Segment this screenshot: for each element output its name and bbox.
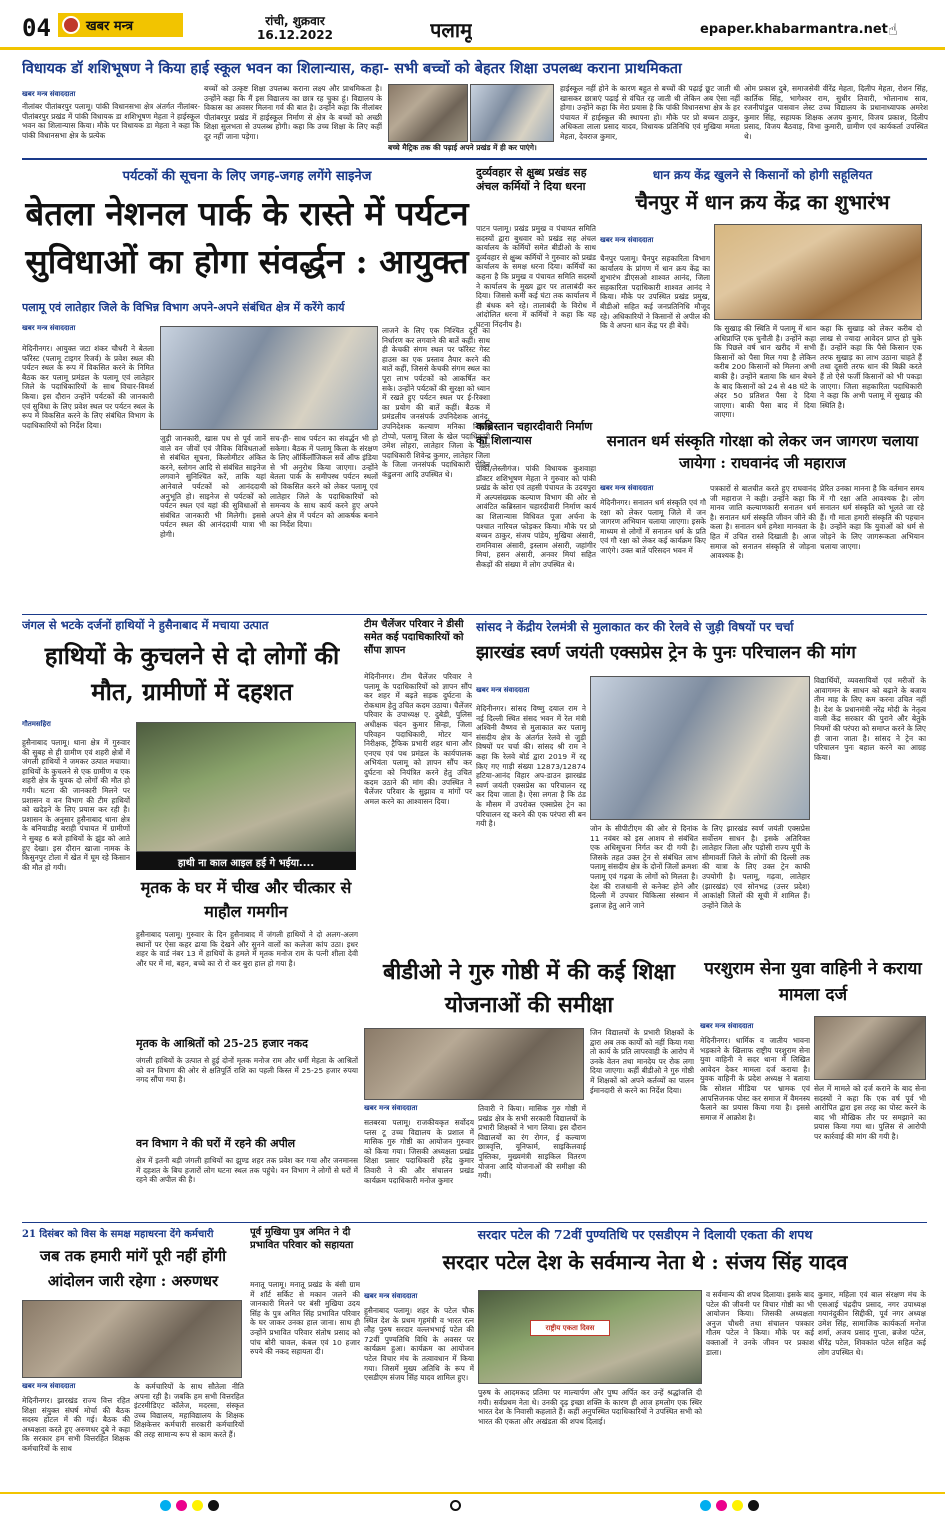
patel-byline: खबर मन्त्र संवाददाता (364, 1292, 418, 1300)
lead-body-1: नीलांबर पीतांबरपुर पलामू। पांकी विधानसभा क्षेत्र अंतर्गत नीलांबर-पीतांबरपुर प्रखंड में पांकी विधायक डा शशिभूषण मेहता ने हाईस्कूल भवन का शिलान्यास किया। मौके पर विधायक डा मेहता ने कहा कि पांकी विधानसभा क्षेत्र के प्रत्येक (22, 102, 200, 140)
anganwadi-photo (22, 1300, 242, 1378)
hathi-subhead-2: मृतक के आश्रितों को 25-25 हजार नकद (136, 1037, 308, 1050)
parshuram-byline: खबर मन्त्र संवाददाता (700, 1022, 754, 1030)
rail-body-3: के लिए झारखंड स्वर्ण जयंती एक्सप्रेस सर्वोत्तम साधन है। इसके अतिरिक्त लातेहार जिला और पड़ोसी राज्य यूपी के सीमावर्ती जिले के लोगों की दिल्ली तक की यात्रा के लिए उक्त ट्रेन काफी उपयोगी है। पलामू, गढ़वा, लातेहार (झारखंड) एवं सोनभद्र (उत्तर प्रदेश) आकांक्षी जिलों की सूची में शामिल हैं। उन्होंने जिले के (702, 824, 810, 910)
lead-photo-caption: बच्चे मैट्रिक तक की पढ़ाई अपने प्रखंड में ही कर पाएंगे। (388, 143, 537, 152)
betla-body-4: लाजने के लिए एक निश्चित दूरी का निर्धारण कर लगवाने की बातें कहीं। साथ ही केचकी संगम स्थल पर फॉरेस्ट गेस्ट हाउस का एक प्रस्ताव तैयार करने की बातें कहीं, जिससे केचकी संगम स्थल का पूरा लाभ पर्यटकों को आकर्षित कर सके। उन्होंने पर्यटकों की सुरक्षा को ध्यान में रखते हुए पर्यटन स्थल पर ई-रिक्शा का प्रयोग की बातें कहीं। बैठक में प्रमंडलीय जनसंपर्क उपनिदेशक आनंद, उपनिदेशक कल्याण मनिका निवास टोप्पो, पलामू जिला के खेल पदाधिकारी उमेश लोहरा, लातेहार जिला के खेल पदाधिकारी शिवेन्द्र कुमार, लातेहार जिला के जिला जनसंपर्क पदाधिकारी रोहित कंडुलना आदि उपस्थित थे। (382, 326, 490, 479)
bdo-body-2: सतबरवा पलामू। राजकीयकृत सर्वोदय प्लस टू उच्च विद्यालय के प्रशाल में मासिक गुरु गोष्ठी का आयोजन गुरुवार को किया गया। जिसकी अध्यक्षता प्रखंड शिक्षा प्रसार पदाधिकारी हरेंद्र कुमार तिवारी ने की और संचालन प्रखंड कार्यक्रम पदाधिकारी मनोज कुमार (364, 1118, 474, 1185)
sanatan-body-1: मेदिनीनगर। सनातन धर्म संस्कृति एवं गौ रक्षा को लेकर पलामू जिले में जन जागरण अभियान चलाया जाएगा। इसके माध्यम से लोगों में सनातन धर्म के प्रति एवं गौ रक्षा को लेकर कई कार्यक्रम किए जाएंगे। उक्त बातें परिसदन भवन में (600, 498, 706, 555)
patel-headline: सरदार पटेल देश के सर्वमान्य नेता थे : संजय सिंह यादव (442, 1250, 848, 1274)
lead-byline: खबर मन्त्र संवाददाता (22, 90, 76, 98)
yellow-dot-icon (732, 1500, 743, 1511)
section-title: पलामू (430, 18, 473, 42)
patel-photo (478, 1290, 702, 1384)
yellow-dot-icon (192, 1500, 203, 1511)
dhan-byline: खबर मन्त्र संवाददाता (600, 236, 654, 244)
hathi-body-2: हुसैनाबाद पलामू। गुरुवार के दिन हुसैनाबाद में जंगली हाथियों ने दो अलग-अलग स्थानों पर ऐसा कहर ढाया कि देखने और सुनने वालों का कलेजा कांप उठा। इधर शहर के वार्ड नंबर 13 में हाथियों के हमले में मृतक मनोज राम के पत्नी शीला देवी और घर में मां, बहन, बच्चे का रो रो कर बुरा हाल हो गया है। (136, 930, 358, 968)
hathi-body-3: जंगली हाथियों के उत्पात से हुई दोनों मृतक मनोज राम और धर्मी मेहता के आश्रितों को वन विभाग की ओर से क्षतिपूर्ति राशि का पहली किस्त में 25-25 हजार रुपया नगद सौंपा गया है। (136, 1056, 358, 1085)
pointer-cursor-icon: ☝ (888, 20, 898, 39)
kabristan-headline: कब्रिस्तान चहारदीवारी निर्माण का शिलान्यास (476, 420, 593, 447)
betla-byline: खबर मन्त्र संवाददाता (22, 324, 76, 332)
hathi-body-1: हुसैनाबाद पलामू। थाना क्षेत्र में गुरुवार की सुबह से ही ग्रामीण एवं शहरी क्षेत्रों में जंगली हाथियों ने जमकर उत्पात मचाया। हाथियों के कुचलने से एक ग्रामीण व एक शहरी क्षेत्र के युवक दो लोगों की मौत हो गयी। घटना की जानकारी मिलने पर प्रशासन व वन विभाग की टीम हाथियों को खदेड़ने के लिए प्रयास कर रही है। प्रशासन के अनुसार हुसैनाबाद थाना क्षेत्र के बनियाडीह बराही पंचायत में ग्रामीणों ने सुबह 6 बजे हाथियों के झुंड को आते हुए देखा। इस दौरान खाजा नामक के किसुनपुर टोला में खेत में घूम रहे किसान की मौत हो गयी। (22, 738, 130, 872)
dateline-city: रांची, शुक्रवार (265, 14, 325, 28)
lead-body-4: ओम प्रकाश दुबे, समाजसेवी वीरेंद्र मेहता, दिलीप मेहता, रोशन सिंह, कार्तिक सिंह, भागेश्वर राम, सुधीर तिवारी, भोलानाथ साव, रजनीपांडुल पासवान लेस्ट उच्च विद्यालय के प्रधानाध्यापक अमरेश कुमार सिंह, सहायक शिक्षक अजय कुमार, विजय प्रकाश, दिलीप प्रसाद, विजय बैठवाड़, विभा कुमारी, ग्रामीण एवं कार्यकर्ता उपस्थित थे। (744, 84, 928, 141)
dhan-body-3: कहा कि सुखाड़ को लेकर करीब दो लाख से ज्यादा आवेदन प्राप्त हो चुके हैं। उन्होंने कहा कि पैसे किसान एक तरफ सुखाड़ का लाभ उठाना चाहते हैं तथा दूसरी तरफ धान की बिक्री करते हैं तो ऐसे फर्जी किसानों को भी पकड़ा जाएगा। जिला सहकारिता पदाधिकारी ने कहा कि अभी पलामू में सुखाड़ की स्थिति है। (820, 324, 922, 410)
rail-body-1: मेदिनीनगर। सांसद विष्णु दयाल राम ने नई दिल्ली स्थित संसद भवन में रेल मंत्री अश्विनी वैष्णव से मुलाकात कर पलामू संसदीय क्षेत्र के अंतर्गत रेलवे से जुड़ी विषयों पर चर्चा की। सांसद श्री राम ने कहा कि रेलवे बोर्ड द्वारा 2019 में रद्द किए गए गाड़ी संख्या 12873/12874 हटिया-आनंद विहार अप-डाउन झारखंड स्वर्ण जयंती एक्सप्रेस का परिचालन रद्द कर दिया जाता है। ऐसा लगता है कि ठंड के मौसम में उपरोक्त एक्सप्रेस ट्रेन का परिचालन रद्द करने की एक परंपरा सी बन गयी है। (476, 704, 586, 829)
hathi-kicker: जंगल से भटके दर्जनों हाथियों ने हुसैनाबाद में मचाया उत्पात (22, 618, 269, 632)
bdo-headline: बीडीओ ने गुरु गोष्ठी में की कई शिक्षा योजनाओं की समीक्षा (383, 959, 675, 1018)
parshuram-headline: परशुराम सेना युवा वाहिनी ने कराया मामला दर्ज (704, 959, 922, 1005)
hathi-byline: गौतमसहिरा (22, 720, 51, 728)
sanatan-byline: खबर मन्त्र संवाददाता (600, 484, 654, 492)
sanatan-body-2: पत्रकारों से बातचीत करते हुए राघवानंद जी महाराज ने कही। उन्होंने कहा कि मानव जाति कल्याणकारी सनातन धर्म है। सनातन धर्म संस्कृति जीवन जीने की कला है। सनातन धर्म हमेशा मानवता के हित में उचित रास्ते दिखाती है। आज समाज को सनातन संस्कृति से जोड़ना आवश्यक है। (710, 484, 816, 561)
betla-body-3: सच-ही- साथ पर्यटन का संवर्द्धन भी हो सकेगा। बैठक में पलामू किला के संरक्षण के लिए ऑर्किलॉजिकल सर्वे ऑफ इंडिया से भी अनुरोध किया जाएगा। उन्होंने बेतला पार्क के समीपस्थ पर्यटन स्थलों को विकसित करने को लेकर पलामू एवं लातेहार जिले के पदाधिकारियों को समन्वय के साथ कार्य करने हुए अपने अपने क्षेत्र में पर्यटन को आकर्षक बनाने का निर्देश दिया। (270, 434, 378, 530)
rail-body-4: विद्यार्थियों, व्यवसायियों एवं मरीजों के आवागमन के साधन को बढ़ाने के बजाय तीन माह के लिए कम करना उचित नहीं है। देश के प्रधानमंत्री नरेंद्र मोदी के नेतृत्व वाली केंद्र सरकार की पुराने और बेतुके नियमों की परंपरा को समाप्त करने के लिए ही जाना जाता है। सांसद ने ट्रेन का परिचालन पुनः बहाल करने का आग्रह किया। (814, 676, 926, 762)
lead-photo-2 (470, 84, 554, 142)
bdo-body-3: जिन विद्यालयों के प्रभारी शिक्षकों के द्वारा अब तक कार्यों को नहीं किया गया तो कार्य के प्रति लापरवाही के आरोप में उनके वेतन तथा मानदेय पर रोक लगा दिया जाएगा। कहीं बीडीओ ने गुरु गोष्ठी में शिक्षकों को अपने कर्तव्यों का पालन ईमानदारी से करने का निर्देश दिया। (590, 1028, 694, 1095)
dhan-headline: चैनपुर में धान क्रय केंद्र का शुभारंभ (635, 190, 890, 214)
anganwadi-body-2: के कर्मचारियों के साथ सौतेला नीति अपना रही है। जबकि हम सभी वित्तरहित इंटरमीडिएट कॉलेज, मदरसा, संस्कृत उच्च विद्यालय, महाविद्यालय के शिक्षक शिक्षकेत्तर कर्मचारी सरकारी कर्मचारियों की तरह सामान्य रूप से काम करते हैं। (134, 1382, 244, 1439)
lead-headline: विधायक डॉ शशिभूषण ने किया हाई स्कूल भवन का शिलान्यास, कहा- सभी बच्चों को बेहतर शिक्षा उपलब्ध कराना प्राथमिकता (22, 60, 682, 77)
divider (22, 1222, 927, 1223)
parshuram-photo (814, 1016, 926, 1080)
rail-body-2: जोन के सीपीटीएम की ओर से दिनांक 11 नवंबर को इस आशय से संबंधित एक अधिसूचना निर्गत कर दी गयी है। जिसके तहत उक्त ट्रेन से संबंधित लाभ पलामू संसदीय क्षेत्र के दोनों जिलों क्रमशः पलामू एवं गढ़वा के लोगों को मिलता है। देश की राजधानी से कनेक्ट होने और दिल्ली में उपचार चिकित्सा संस्थान में इलाज हेतु आने जाने (590, 824, 698, 910)
bdo-byline: खबर मन्त्र संवाददाता (364, 1104, 418, 1112)
parshuram-body-1: मेदिनीनगर। धार्मिक व जातीय भावना भड़काने के खिलाफ राष्ट्रीय परशुराम सेना युवा वाहिनी ने सदर थाना में लिखित आवेदन देकर मामला दर्ज कराया है। युवक वाहिनी के प्रदेश अध्यक्ष ने बताया कि सोशल मीडिया पर भ्रामक एवं आपत्तिजनक पोस्ट कर समाज में वैमनस्य फैलाने का प्रयास किया गया है। इससे समाज में आक्रोश है। (700, 1036, 810, 1122)
patel-body-4: कुमार, महिला एवं बाल संरक्षण मंच के एसआई चंद्रदीप प्रसाद, नगर उपाध्यक्ष गयानंदुकीन सिद्दीकी, पूर्व नगर अध्यक्ष उमेश सिंह, सामाजिक कार्यकर्ता मनोज शर्मा, अजय प्रसाद गुप्ता, ब्रजेश पटेल, धीरेंद्र पटेल, शिवकांत पटेल सहित कई लोग उपस्थित थे। (818, 1290, 926, 1357)
durvyavahar-headline: दुर्व्यवहार से क्षुब्ध प्रखंड सह अंचल कर्मियों ने दिया धरना (476, 166, 587, 193)
patel-body-3: व सर्वमान्य की शपथ दिलाया। इसके बाद पटेल की जीवनी पर विचार गोष्ठी का भी आयोजन किया। जिसकी अध्यक्षता अनुज चौधरी तथा संचालन पत्रकार गौतम पटेल ने किया। मौके पर कई वक्ताओं ने उनके जीवन पर प्रकाश डाला। (706, 1290, 814, 1357)
sanatan-body-3: प्रेरित उनका मानना है कि वर्तमान समय में गौ रक्षा अति आवश्यक है। लोग सनातन धर्म संस्कृति को भूलते जा रहे हैं। गौ माता हमारी संस्कृति की पहचान है। उन्होंने कहा कि युवाओं को धर्म से जोड़ने के लिए जागरूकता अभियान चलाया जाएगा। (820, 484, 924, 551)
kabristan-body: पांकी/लेस्लीगंज। पांकी विधायक कुशवाहा डॉक्टर शशिभूषण मेहता ने गुरुवार को पांकी प्रखंड के कोरा एवं तहसी पंचायत के उदयपुरा में अल्पसंख्यक कल्याण विभाग की ओर से आवंटित कब्रिस्तान चहारदीवारी निर्माण कार्य का शिलान्यास विधिवत पूजा अर्चना के पश्चात नारियल फोड़कर किया। मौके पर प्रो बच्चन ठाकुर, संजय पांडेय, मुखिया अंसारी, रामनिवास अंसारी, इस्लाम अंसारी, जहांगीर मियां, हसन अंसारी, अनवर मियां सहित सैकड़ों की संख्या में लोग उपस्थित थे। (476, 464, 596, 569)
dateline-date: 16.12.2022 (257, 28, 333, 42)
betla-photo (160, 326, 378, 430)
epaper-link[interactable]: epaper.khabarmantra.net (700, 22, 888, 37)
tiger-headline: टीम चैलेंजर परिवार ने डीसी समेत कई पदाधिकारियों को सौंपा ज्ञापन (364, 619, 464, 656)
hathi-photo-caption: हाथी ना काल आइल हई गे भईया.... (136, 852, 356, 870)
bdo-photo (364, 1028, 584, 1100)
betla-kicker: पर्यटकों की सूचना के लिए जगह-जगह लगेंगे साइनेज (122, 169, 372, 184)
betla-headline: बेतला नेशनल पार्क के रास्ते में पर्यटन सुविधाओं का होगा संवर्द्धन : आयुक्त (25, 194, 469, 281)
anganwadi-body-1: मेदिनीनगर। झारखंड राज्य वित्त रहित शिक्षा संयुक्त संघर्ष मोर्चा की बैठक सदस्य होटल में की गई। बैठक की अध्यक्षता करते हुए अरुणधर दुबे ने कहा कि सरकार हम सभी वित्तरहित शिक्षक कर्मचारियों के साथ (22, 1396, 130, 1453)
lead-body-3: हाईस्कूल नहीं होने के कारण बहुत से बच्चों की पढ़ाई छूट जाती थी खासकर छात्राएं पढ़ाई से वंचित रह जाती थी लेकिन अब ऐसा नहीं होगा। उन्होंने कहा कि मेरा प्रयास है कि पांकी विधानसभा क्षेत्र के हर पंचायत में हाईस्कूल की स्थापना हो। मौके पर प्रो बच्चन ठाकुर, अधिकता लाला प्रसाद यादव, विधायक प्रतिनिधि एवं मुखिया ममता मेहता, देवराज कुमार, (560, 84, 740, 141)
lead-body-2: बच्चों को उत्कृष्ट शिक्षा उपलब्ध कराना लक्ष्य और प्राथमिकता है। उन्होंने कहा कि मैं इस विद्यालय का छात्र रह चुका हूं। विद्यालय के विकास का अवसर मिलना गर्व की बात है। उन्होंने कहा कि नीलांबर पीतांबरपुर प्रखंड में हाईस्कूल निर्माण से क्षेत्र के बच्चों को अच्छी शिक्षा सुलभता से उपलब्ध होगी। कहा कि उच्च शिक्षा के लिए कहीं दूर नहीं जाना पड़ेगा। (204, 84, 382, 141)
page-number: 04 (22, 14, 51, 42)
dhan-body-2: कि सुखाड़ की स्थिति में पलामू में धान अधिप्राप्ति एक चुनौती है। उन्होंने कहा कि पिछले वर्ष धान खरीद में सभी किसानों को पैसा मिल गया है लेकिन करीब 200 किसानों को मिलना अभी बाकी है। उन्होंने बताया कि धान बेचने के बाद किसानों को 24 से 48 घंटे के अंदर 50 प्रतिशत पैसा दे दिया जाएगा। बाकी पैसा बाद में दिया जाएगा। (714, 324, 816, 420)
rail-byline: खबर मन्त्र संवाददाता (476, 686, 530, 694)
patel-body-2: पुरुष के आदमकद प्रतिमा पर माल्यार्पण और पुष्प अर्पित कर उन्हें श्रद्धांजलि दी गयी। सर्वप्रथम नेता थे। उनकी दृढ़ इच्छा शक्ति के कारण ही आज हमलोग एक स्थिर भारत देश के निवासी कहलाते हैं। कहीं अनुपस्थित पदाधिकारियों ने उपस्थित सभी को भारत की एकता और अखंडता की शपथ दिलाई। (478, 1388, 702, 1426)
tiger-body: मेदिनीनगर। टीम चैलेंजर परिवार ने पलामू के पदाधिकारियों को ज्ञापन सौंप कर शहर में बढ़ते सड़क दुर्घटना के रोकथाम हेतु उचित कदम उठाया। चैलेंजर परिवार के उपाध्यक्ष ए. दुबेडी, पुलिस अधीक्षक चंदन कुमार सिन्हा, जिला परिवहन पदाधिकारी, मोटर यान निरीक्षक, ट्रैफिक प्रभारी शहर थाना और एनएच एवं पथ प्रमंडल के कार्यपालक अभियंता पलामू को ज्ञापन सौंप कर दुर्घटना को नियंत्रित करने हेतु उचित कदम उठाने की मांग की। उपस्थित ने चैलेंजर परिवार के सुझाव व मांगों पर अमल करने का आश्वासन दिया। (364, 672, 472, 806)
rail-kicker: सांसद ने केंद्रीय रेलमंत्री से मुलाकात कर की रेलवे से जुड़ी विषयों पर चर्चा (476, 620, 794, 634)
betla-deck: पलामू एवं लातेहार जिले के विभिन्न विभाग अपने-अपने संबंधित क्षेत्र में करेंगे कार्य (22, 301, 345, 314)
patel-kicker: सरदार पटेल की 72वीं पुण्यतिथि पर एसडीएम ने दिलायी एकता की शपथ (477, 1227, 813, 1242)
rail-headline: झारखंड स्वर्ण जयंती एक्सप्रेस ट्रेन के पुनः परिचालन की मांग (476, 643, 856, 663)
brand-name: खबर मन्त्र (58, 13, 183, 37)
dhan-body-1: चैनपुर पलामू। चैनपुर सहकारिता विभाग कार्यालय के प्रांगण में धान क्रय केंद्र का शुभारंभ डीएसओ शाश्वत आनंद, जिला सहकारिता पदाधिकारी शाश्वत आनंद ने किया। मौके पर उपस्थित प्रखंड प्रमुख, बीडीओ सहित कई जनप्रतिनिधि मौजूद रहे। अधिकारियों ने किसानों से अपील की कि वे अपना धान केंद्र पर ही बेचें। (600, 254, 710, 331)
hathi-subhead-3: वन विभाग ने की घरों में रहने की अपील (136, 1137, 296, 1150)
cyan-dot-icon (160, 1500, 171, 1511)
hathi-subhead-1: मृतक के घर में चीख और चीत्कार से माहौल गमगीन (140, 878, 352, 921)
patel-body-1: हुसैनाबाद पलामू। शहर के पटेल चौक स्थित देश के प्रथम गृहमंत्री व भारत रत्न लौह पुरुष सरदार वल्लभभाई पटेल की 72वीं पुण्यतिथि विधि के अवसर पर कार्यक्रम हुआ। कार्यक्रम का आयोजन पटेल विचार मंच के तत्वावधान में किया गया। जिसमें मुख्य अतिथि के रूप में एसडीएम संजय सिंह यादव शामिल हुए। (364, 1306, 474, 1383)
dhan-photo (714, 224, 922, 320)
hathi-headline: हाथियों के कुचलने से दो लोगों की मौत, ग्रामीणों में दहशत (44, 641, 340, 706)
black-dot-icon (748, 1500, 759, 1511)
betla-body-1: मेदिनीनगर। आयुक्त जटा शंकर चौधरी ने बेतला फॉरेस्ट (पलामू टाइगर रिजर्व) के प्रवेश स्थल की पर्यटन स्थल के रूप में विकसित करने के निमित बैठक कर पलामू प्रमंडल के पलामू एवं लातेहार जिले के पदाधिकारियों के साथ विचार-विमर्श किया। इस दौरान उन्होंने पर्यटकों की जानकारी एवं सुविधा के लिए प्रवेश स्थल पर पर्यटन स्थल के रूप में विकसित करने के लिए संबंधित विभाग के पदाधिकारियों को निर्देश दिया। (22, 344, 154, 430)
footer-color-bar (0, 1492, 945, 1517)
dhan-kicker: धान क्रय केंद्र खुलने से किसानों को होगी सहूलियत (652, 168, 873, 182)
divider (22, 614, 927, 615)
bdo-body-1: तिवारी ने किया। मासिक गुरु गोष्ठी में प्रखंड क्षेत्र के सभी सरकारी विद्यालयों के प्रभारी शिक्षकों ने भाग लिया। इस दौरान विद्यालयों का रंग रोगन, ई कल्याण छात्रवृत्ति, यूनिफार्म, साइकिलवाई पुस्तिका, मुख्यमंत्री साइकिल वितरण योजना आदि योजनाओं की समीक्षा की गयी। (478, 1104, 586, 1181)
divider (22, 158, 927, 160)
betla-body-2: जुड़ी जानकारी, खास पथ से पूर्व जानें वाले वन जीवों एवं जैविक विविधताओं से संबंधित सूचना, किलोमीटर अंकित करने, स्लोगन आदि से संबंधित साइनेज लगवाने सुनिश्चित करें, ताकि यहां आनेवाले पर्यटकों को आनंददायी अनुभूति हो। साइनेज से पर्यटकों को पर्यटन स्थल एवं यहां की सुविधाओं से संबंधित जानकारी भी मिलेगी। इससे पर्यटन स्थल की आनंददायी यात्रा भी होगी। (160, 434, 266, 539)
patel-banner: राष्ट्रीय एकता दिवस (530, 1320, 610, 1336)
hathi-body-4: क्षेत्र में इतनी बड़ी जंगली हाथियों का झुण्ड शहर तक प्रवेश कर गया और जनमानस में दहशत के बिच हजारों लोग घटना स्थल तक पहुंचे। वन विभाग ने लोगों से घरों में रहने की अपील की है। (136, 1156, 358, 1185)
sanatan-headline: सनातन धर्म संस्कृति गोरक्षा को लेकर जन जागरण चलाया जायेगा : राघवानंद जी महाराज (606, 432, 919, 472)
anganwadi-headline: जब तक हमारी मांगें पूरी नहीं होंगी आंदोलन जारी रहेगा : अरुणधर (39, 1247, 227, 1290)
anganwadi-byline: खबर मन्त्र संवाददाता (22, 1382, 76, 1390)
lead-photo-1 (388, 84, 468, 142)
rail-photo (590, 676, 810, 820)
magenta-dot-icon (716, 1500, 727, 1511)
mukhiya-headline: पूर्व मुखिया पुत्र अमित ने दी प्रभावित परिवार को सहायता (250, 1227, 354, 1251)
anganwadi-kicker: 21 दिसंबर को विस के समक्ष महाधरना देंगे कर्मचारी (22, 1229, 214, 1240)
dateline (240, 14, 350, 42)
mukhiya-body: मनातू पलामू। मनातू प्रखंड के बंसी ग्राम में शॉर्ट सर्किट से मकान जलने की जानकारी मिलने पर बंसी मुखिया उदय सिंह के पुत्र अमित सिंह प्रभावित परिवार के घर जाकर उनका हाल जाना। साथ ही उन्होंने प्रभावित परिवार संतोष प्रसाद को पांच बोरी चावल, कंबल एवं 10 हजार रुपये की नकद सहायता दी। (250, 1280, 360, 1357)
durvyavahar-body: पाटन पलामू। प्रखंड प्रमुख व पंचायत समिति सदस्यों द्वारा बुधवार को प्रखंड सह अंचल कार्यालय के कर्मियों समेत बीडीओ के साथ दुर्व्यवहार से क्षुब्ध कर्मियों ने गुरुवार को प्रखंड कार्यालय के समक्ष धरना दिया। कर्मियों का कहना है कि प्रमुख व पंचायत समिति सदस्यों ने कार्यालय के मुख्य द्वार पर तालाबंदी कर दिया। जिससे कर्मी कई घंटा तक कार्यालय में ही बंधक बने रहे। तालाबंदी के विरोध में आंदोलित धरना में कर्मियों ने कहा कि यह घटना निंदनीय है। (476, 224, 596, 329)
black-dot-icon (208, 1500, 219, 1511)
parshuram-body-2: सेल में मामले को दर्ज कराने के बाद सेना सदस्यों ने कहा कि एक वर्ष पूर्व भी आरोपित द्वारा इस तरह का पोस्ट करने के बाद भी मौखिक तौर पर समझाने का प्रयास किया गया था। पुलिस से आरोपी पर कार्रवाई की मांग की गयी है। (814, 1084, 926, 1141)
brand-logo-icon (62, 16, 80, 34)
cyan-dot-icon (700, 1500, 711, 1511)
hathi-photo (136, 722, 356, 852)
magenta-dot-icon (176, 1500, 187, 1511)
registration-mark-icon (450, 1500, 461, 1511)
